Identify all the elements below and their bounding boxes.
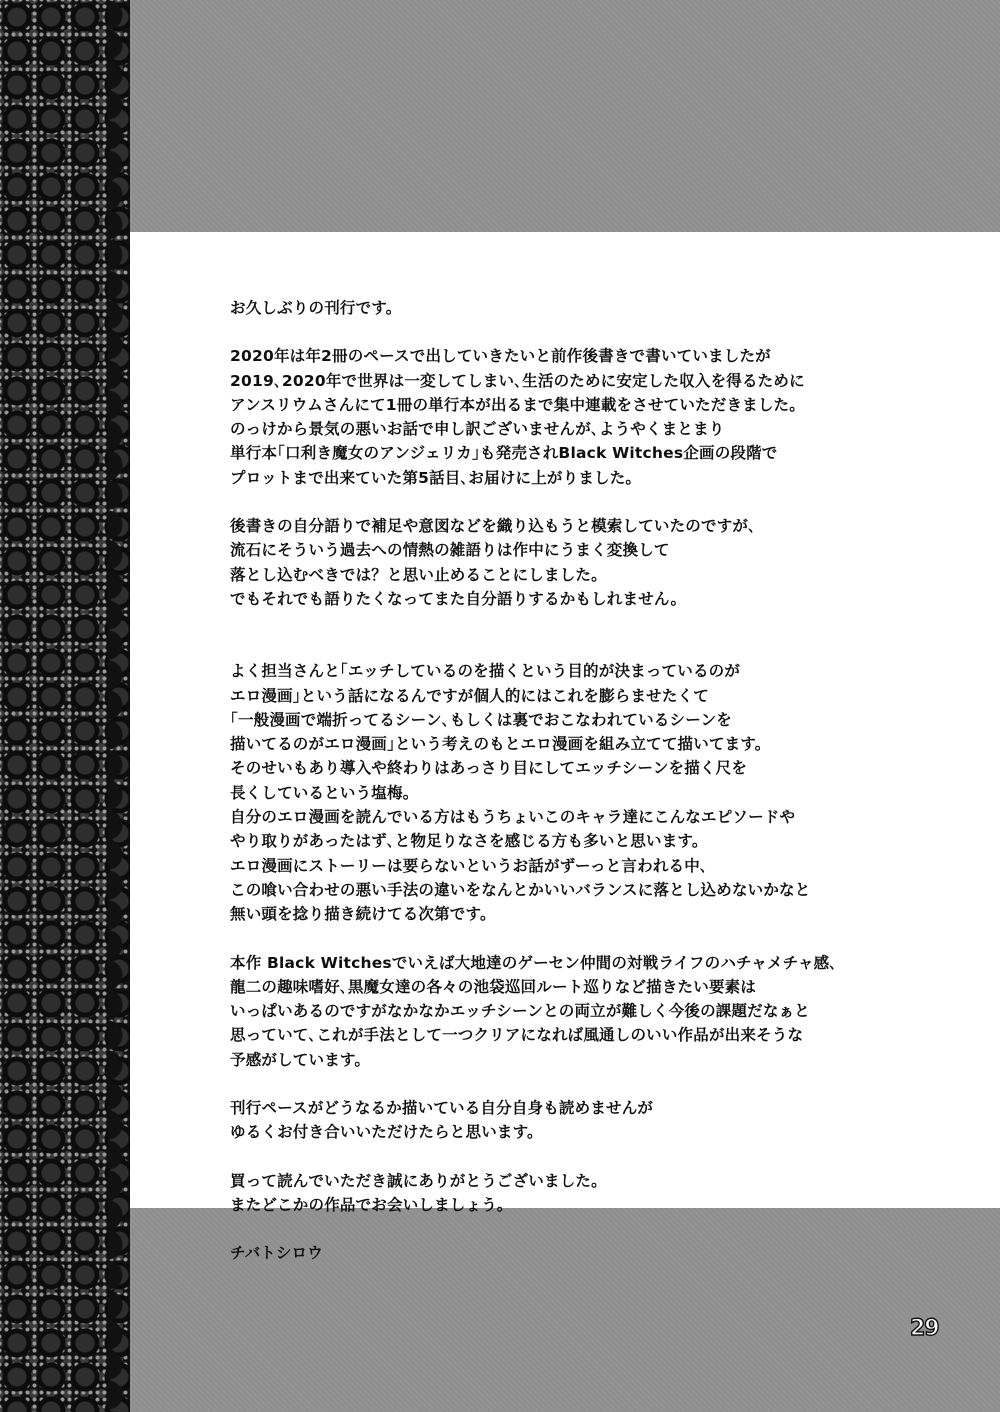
text-line: いっぱいあるのですがなかなかエッチシーンとの両立が難しく今後の課題だなぁと xyxy=(230,1002,810,1021)
text-line: 刊行ペースがどうなるか描いている自分自身も読めませんが xyxy=(230,1099,654,1118)
paragraph-publication-status xyxy=(230,344,910,490)
text-line: やり取りがあったはず､と物足りなさを感じる方も多いと思います。 xyxy=(230,832,708,851)
top-gray-band xyxy=(130,0,1000,232)
text-line: お久しぶりの刊行です。 xyxy=(230,299,402,317)
text-line: よく担当さんと｢エッチしているのを描くという目的が決まっているのが xyxy=(230,662,741,681)
text-line: 思っていて､これが手法として一つクリアになれば風通しのいい作品が出来そうな xyxy=(230,1026,804,1045)
text-line: 長くしているという塩梅。 xyxy=(230,783,419,802)
text-line: 落とし込むべきでは？と思い止めることにしました。 xyxy=(230,565,607,584)
text-line: 流石にそういう過去への情熱の雑語りは作中にうまく変換して xyxy=(230,541,670,560)
paragraph-method xyxy=(230,659,910,926)
text-line: 単行本｢口利き魔女のアンジェリカ｣も発売されBlack Witches企画の段階で xyxy=(230,444,778,463)
text-line: でもそれでも語りたくなってまた自分語りするかもしれません。 xyxy=(230,589,687,608)
text-line: アンスリウムさんにて1冊の単行本が出るまで集中連載をさせていただきました。 xyxy=(230,395,805,414)
paragraph-self-talk xyxy=(230,514,910,611)
text-line: 自分のエロ漫画を読んでいる方はもうちょいこのキャラ達にこんなエピソードや xyxy=(230,808,796,827)
text-line: 無い頭を捻り描き続けてる次第です。 xyxy=(230,905,496,924)
text-line: ゆるくお付き合いいただけたらと思います。 xyxy=(230,1123,543,1142)
text-line: 本作 Black Witchesでいえば大地達のゲーセン仲間の対戦ライフのハチャメチャ感､ xyxy=(230,953,838,972)
text-line: またどこかの作品でお会いしましょう。 xyxy=(230,1195,513,1214)
text-line: 予感がしています。 xyxy=(230,1050,371,1069)
text-line: 後書きの自分語りで補足や意図などを織り込もうと模索していたのですが､ xyxy=(230,517,757,536)
text-line: 2020年は年2冊のペースで出していきたいと前作後書きで書いていましたが xyxy=(230,347,771,366)
text-line: エロ漫画にストーリーは要らないというお話がずーっと言われる中､ xyxy=(230,856,708,875)
paragraph-pace xyxy=(230,1096,910,1145)
paragraph-thanks xyxy=(230,1169,910,1218)
afterword-text xyxy=(230,296,910,1266)
paragraph-greeting xyxy=(230,296,910,320)
page-number: 29 xyxy=(910,1316,939,1341)
text-line: 2019､2020年で世界は一変してしまい､生活のために安定した収入を得るために xyxy=(230,371,805,390)
text-line: 買って読んでいただき誠にありがとうございました。 xyxy=(230,1171,607,1190)
text-line: そのせいもあり導入や終わりはあっさり目にしてエッチシーンを描く尺を xyxy=(230,759,748,778)
author-signature: チバトシロウ xyxy=(230,1244,323,1263)
text-line: プロットまで出来ていた第5話目､お届けに上がりました。 xyxy=(230,468,642,487)
paragraph-black-witches xyxy=(230,951,910,1072)
text-line: ｢一般漫画で端折ってるシーン､もしくは裏でおこなわれているシーンを xyxy=(230,710,732,729)
text-line: 龍二の趣味嗜好､黒魔女達の各々の池袋巡回ルート巡りなど描きたい要素は xyxy=(230,977,757,996)
text-line: のっけから景気の悪いお話で申し訳ございませんが､ようやくまとまり xyxy=(230,420,725,439)
text-line: 描いてるのがエロ漫画｣という考えのもとエロ漫画を組み立てて描いてます。 xyxy=(230,735,771,754)
text-line: この喰い合わせの悪い手法の違いをなんとかいいバランスに落とし込めないかなと xyxy=(230,880,811,899)
text-line: エロ漫画｣という話になるんですが個人的にはこれを膨らませたくて xyxy=(230,686,709,705)
